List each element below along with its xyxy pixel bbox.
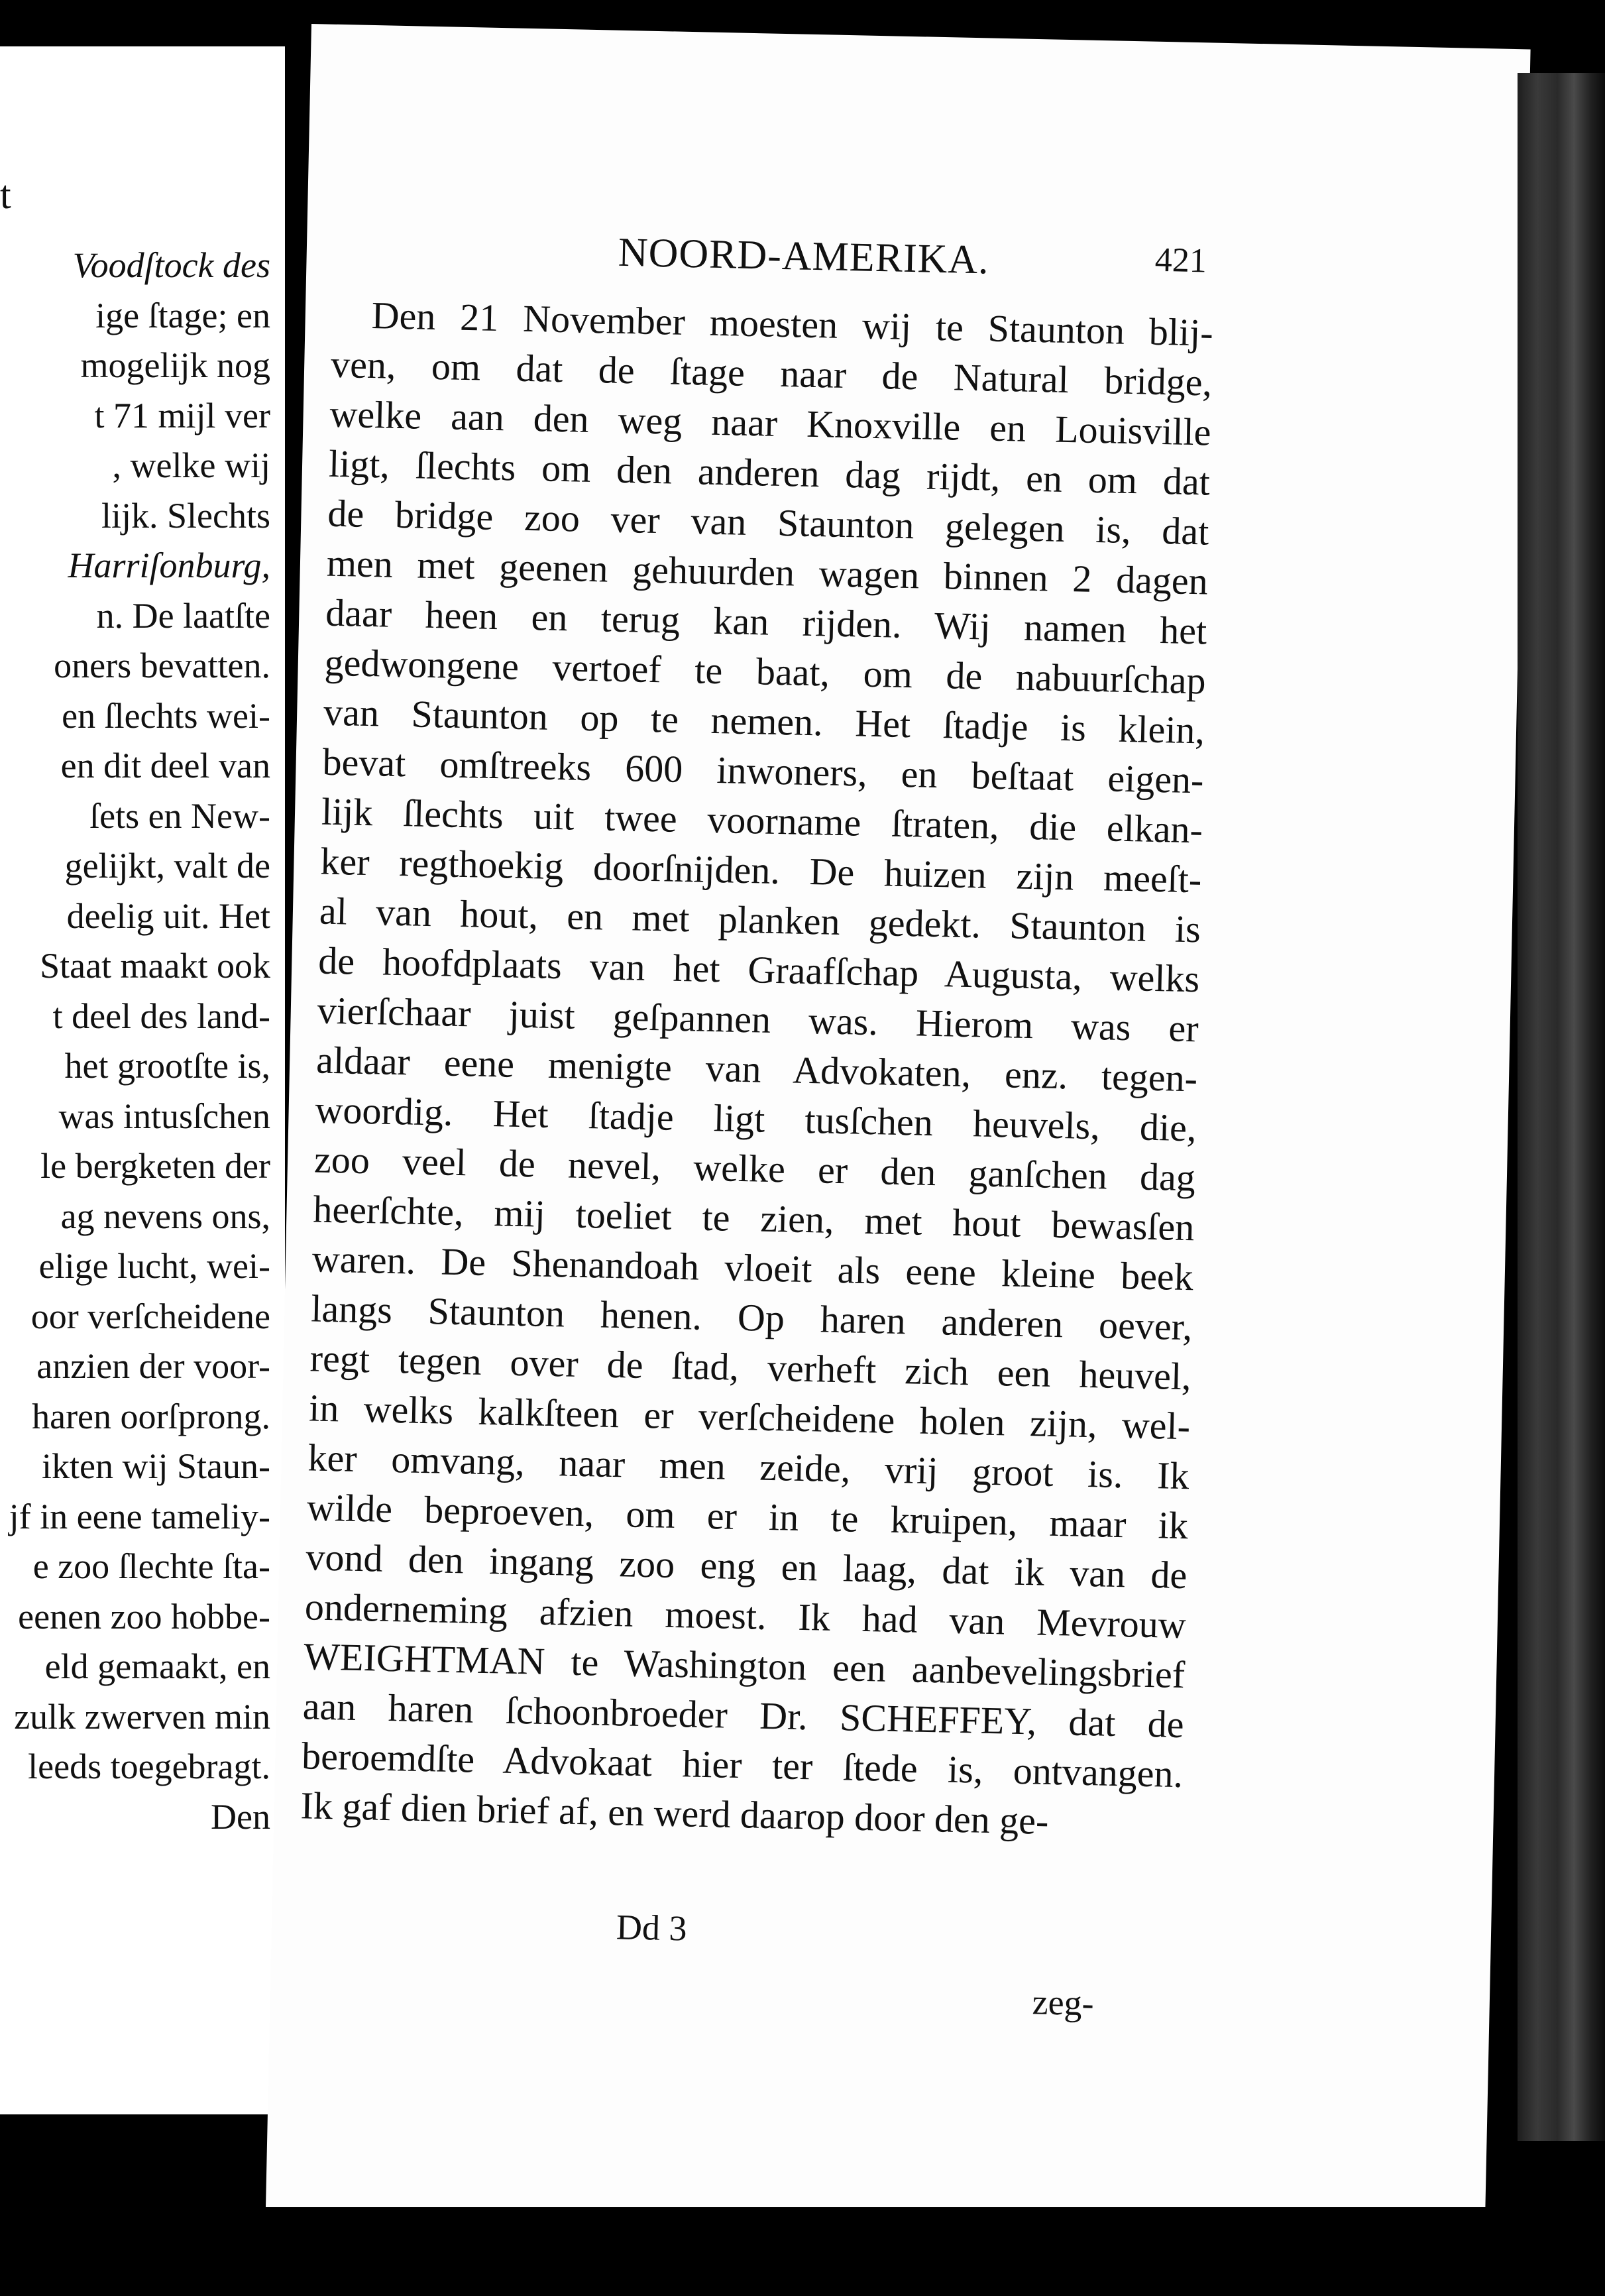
body-line: vond den ingang zoo eng en laag, dat ik van de <box>305 1535 1188 1597</box>
left-page-line: ſets en New- <box>89 795 270 836</box>
running-head: NOORD-AMERIKA. <box>618 229 990 283</box>
left-page-line: ikten wij Staun- <box>42 1446 270 1486</box>
body-line: welke aan den weg naar Knoxville en Louisville <box>329 392 1212 454</box>
right-page <box>266 24 1531 2236</box>
catchword: zeg- <box>1032 1982 1095 2024</box>
body-line: ker regthoekig doorſnijden. De huizen zijn meeſt- <box>319 839 1202 901</box>
body-line: ven, om dat de ſtage naar de Natural bridge, <box>330 342 1213 404</box>
left-page-line: Staat maakt ook <box>40 946 270 986</box>
left-page-line: het grootſte is, <box>64 1046 270 1086</box>
body-line: in welks kalkſteen er verſcheidene holen zijn, wel- <box>308 1386 1191 1448</box>
body-line: aan haren ſchoonbroeder Dr. SCHEFFEY, dat de <box>302 1684 1185 1747</box>
left-page-line: haren oorſprong. <box>32 1396 270 1436</box>
left-page-line: ige ſtage; en <box>95 295 270 335</box>
left-page-line: jf in eene tameliy- <box>9 1496 270 1536</box>
body-line: beroemdſte Advokaat hier ter ſtede is, ontvangen. <box>301 1734 1184 1796</box>
left-page-line: was intusſchen <box>58 1096 270 1136</box>
body-line: waren. De Shenandoah vloeit als eene kleine beek <box>311 1237 1194 1299</box>
body-line: de bridge zoo ver van Staunton gelegen is, dat <box>327 491 1209 553</box>
body-line: Ik gaf dien brief af, en werd daarop door den ge- <box>300 1784 1050 1843</box>
left-page-line: oor verſcheidene <box>30 1296 270 1336</box>
body-line: Den 21 November moesten wij te Staunton blij- <box>371 294 1214 355</box>
left-page-line: n. De laatſte <box>96 595 270 636</box>
page-number: 421 <box>1154 241 1207 280</box>
left-page-line: eld gemaakt, en <box>44 1646 270 1686</box>
body-line: al van hout, en met planken gedekt. Staunton is <box>319 889 1201 951</box>
body-text <box>300 290 1213 1849</box>
signature-mark: Dd 3 <box>616 1907 688 1949</box>
body-line: woordig. Het ſtadje ligt tusſchen heuvels, die, <box>315 1088 1197 1150</box>
body-line: de hoofdplaats van het Graafſchap Augusta, welks <box>317 939 1200 1001</box>
left-page-line: Voodſtock des <box>72 245 270 285</box>
left-page-line: elige lucht, wei- <box>38 1246 270 1286</box>
left-page-line: eenen zoo hobbe- <box>18 1596 270 1636</box>
left-page-line: t 71 mijl ver <box>94 395 270 435</box>
left-page-line: e zoo ſlechte ſta- <box>32 1546 270 1586</box>
body-line: wilde beproeven, om er in te kruipen, maar ik <box>306 1485 1189 1548</box>
body-line: bevat omſtreeks 600 inwoners, en beſtaat eigen- <box>322 740 1205 802</box>
body-line: WEIGHTMAN te Washington een aanbevelingsbrief <box>303 1635 1186 1697</box>
left-page-line: leeds toegebragt. <box>28 1747 270 1786</box>
left-page-corner-mark: t <box>0 173 11 217</box>
body-line: onderneming afzien moest. Ik had van Mevrouw <box>304 1585 1187 1647</box>
left-page-line: Den <box>211 1796 270 1837</box>
body-line: daar heen en terug kan rijden. Wij namen het <box>325 591 1207 653</box>
body-line: van Staunton op te nemen. Het ſtadje is klein, <box>323 690 1205 752</box>
left-page-line: anzien der voor- <box>36 1346 270 1386</box>
left-page-line: t deel des land- <box>52 996 270 1036</box>
body-line: regt tegen over de ſtad, verheft zich een heuvel, <box>309 1336 1192 1399</box>
body-line: heerſchte, mij toeliet te zien, met hout bewasſen <box>312 1187 1195 1249</box>
left-page-line: deelig uit. Het <box>66 895 270 936</box>
body-line: vierſchaar juist geſpannen was. Hierom was er <box>317 988 1199 1051</box>
body-line: gedwongene vertoef te baat, om de nabuurſchap <box>324 640 1207 703</box>
left-page-line: gelijkt, valt de <box>64 846 270 886</box>
left-page-line: en dit deel van <box>60 746 270 785</box>
body-line: aldaar eene menigte van Advokaten, enz. tegen- <box>315 1038 1198 1100</box>
body-line: langs Staunton henen. Op haren anderen oever, <box>310 1287 1193 1349</box>
left-page-line: le bergketen der <box>40 1146 270 1186</box>
body-line: zoo veel de nevel, welke er den ganſchen dag <box>313 1137 1196 1200</box>
left-page-line: ag nevens ons, <box>60 1196 270 1236</box>
left-page-line: Harriſonburg, <box>68 545 270 585</box>
left-page-line: mogelijk nog <box>80 345 270 385</box>
left-page-line: , welke wij <box>112 445 270 485</box>
body-line: men met geenen gehuurden wagen binnen 2 dagen <box>326 541 1209 603</box>
body-line: lijk ſlechts uit twee voorname ſtraten, die elkan- <box>321 789 1203 852</box>
left-page <box>0 46 285 2114</box>
body-line: ligt, ſlechts om den anderen dag rijdt, en om dat <box>328 441 1211 504</box>
scan-border-bottom <box>0 2207 1605 2296</box>
body-line: ker omvang, naar men zeide, vrij groot is. Ik <box>307 1436 1190 1498</box>
left-page-line: en ſlechts wei- <box>62 695 270 736</box>
page-stack-edge <box>1518 73 1605 2141</box>
left-page-line: lijk. Slechts <box>101 495 270 536</box>
left-page-line: oners bevatten. <box>54 646 270 685</box>
left-page-line: zulk zwerven min <box>14 1696 270 1737</box>
